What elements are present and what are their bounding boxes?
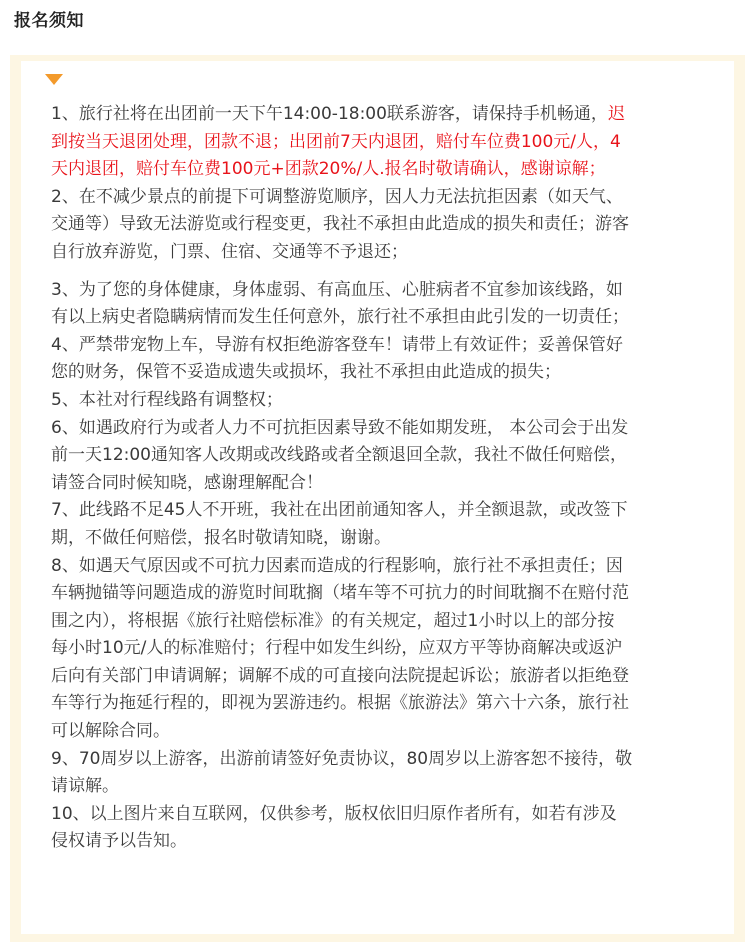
notice-line bbox=[51, 663, 720, 691]
notice-text: 3、为了您的身体健康，身体虚弱、有高血压、心脏病者不宜参加该线路，如 bbox=[51, 279, 623, 300]
notice-text: 前一天12:00通知客人改期或改线路或者全额退回全款，我社不做任何赔偿， bbox=[51, 445, 627, 466]
notice-line bbox=[51, 277, 720, 305]
notice-line bbox=[51, 239, 720, 267]
notice-text-highlight: 迟 bbox=[607, 104, 625, 124]
notice-content-box bbox=[21, 61, 734, 934]
notice-line bbox=[51, 497, 720, 525]
notice-text: 8、如遇天气原因或不可抗力因素而造成的行程影响，旅行社不承担责任；因 bbox=[51, 555, 623, 576]
triangle-marker-icon bbox=[45, 74, 63, 85]
notice-line bbox=[51, 773, 720, 801]
notice-item bbox=[51, 277, 720, 332]
notice-line bbox=[51, 828, 720, 856]
notice-text: 自行放弃游览，门票、住宿、交通等不予退还； bbox=[51, 241, 408, 262]
notice-text-highlight: 天内退团，赔付车位费100元+团款20%/人.报名时敬请确认，感谢谅解； bbox=[51, 159, 606, 180]
notice-text: 7、此线路不足45人不开班，我社在出团前通知客人，并全额退款，或改签下 bbox=[51, 500, 628, 521]
notice-line bbox=[51, 525, 720, 553]
notice-item bbox=[51, 415, 720, 498]
notice-text: 交通等）导致无法游览或行程变更，我社不承担由此造成的损失和责任；游客 bbox=[51, 214, 629, 235]
notice-line bbox=[51, 608, 720, 636]
notice-line bbox=[51, 635, 720, 663]
notice-text-highlight: 到按当天退团处理，团款不退；出团前7天内退团，赔付车位费100元/人，4 bbox=[51, 131, 621, 152]
notice-item bbox=[51, 553, 720, 746]
notice-text: 请签合同时候知晓，感谢理解配合！ bbox=[51, 472, 323, 493]
notice-text: 侵权请予以告知。 bbox=[51, 831, 187, 852]
notice-text: 5、本社对行程线路有调整权； bbox=[51, 389, 283, 410]
notice-line bbox=[51, 156, 720, 184]
notice-text: 车等行为拖延行程的，即视为罢游违约。根据《旅游法》第六十六条，旅行社 bbox=[51, 693, 629, 714]
notice-text: 有以上病史者隐瞒病情而发生任何意外，旅行社不承担由此引发的一切责任； bbox=[51, 307, 629, 328]
notice-text: 请谅解。 bbox=[51, 776, 119, 797]
notice-text: 围之内），将根据《旅行社赔偿标准》的有关规定，超过1小时以上的部分按 bbox=[51, 610, 615, 631]
notice-line bbox=[51, 470, 720, 498]
notice-line bbox=[51, 553, 720, 581]
notice-text: 2、在不减少景点的前提下可调整游览顺序，因人力无法抗拒因素（如天气、 bbox=[51, 186, 623, 207]
notice-line bbox=[51, 580, 720, 608]
notice-line bbox=[51, 801, 720, 829]
notice-text: 9、70周岁以上游客，出游前请签好免责协议，80周岁以上游客恕不接待，敬 bbox=[51, 748, 633, 769]
notice-line bbox=[51, 415, 720, 443]
notice-text: 可以解除合同。 bbox=[51, 721, 170, 742]
notice-line bbox=[51, 304, 720, 332]
notice-text: 10、以上图片来自互联网，仅供参考，版权依旧归原作者所有，如若有涉及 bbox=[51, 803, 617, 824]
notice-line bbox=[51, 332, 720, 360]
notice-line bbox=[51, 359, 720, 387]
notice-text: 每小时10元/人的标准赔付；行程中如发生纠纷，应双方平等协商解决或返沪 bbox=[51, 638, 623, 659]
notice-line bbox=[51, 718, 720, 746]
notice-line bbox=[51, 387, 720, 415]
notice-line bbox=[51, 211, 720, 239]
notice-text: 期，不做任何赔偿，报名时敬请知晓，谢谢。 bbox=[51, 527, 391, 548]
notice-text: 车辆抛锚等问题造成的游览时间耽搁（堵车等不可抗力的时间耽搁不在赔付范 bbox=[51, 583, 629, 604]
notice-text: 4、严禁带宠物上车，导游有权拒绝游客登车！请带上有效证件；妥善保管好 bbox=[51, 334, 623, 355]
notice-card bbox=[10, 55, 745, 942]
notice-text: 后向有关部门申请调解；调解不成的可直接向法院提起诉讼；旅游者以拒绝登 bbox=[51, 665, 629, 686]
notice-item bbox=[51, 746, 720, 801]
notice-item bbox=[51, 332, 720, 387]
notice-line bbox=[51, 129, 720, 157]
notice-line bbox=[51, 746, 720, 774]
notice-line bbox=[51, 690, 720, 718]
notice-line bbox=[51, 184, 720, 212]
notice-text: 您的财务，保管不妥造成遗失或损坏，我社不承担由此造成的损失； bbox=[51, 362, 561, 383]
notice-item bbox=[51, 184, 720, 267]
notice-text: 6、如遇政府行为或者人力不可抗拒因素导致不能如期发班， 本公司会于出发 bbox=[51, 417, 629, 438]
notice-text: 1、旅行社将在出团前一天下午14:00-18:00联系游客，请保持手机畅通， bbox=[51, 104, 608, 124]
notice-item bbox=[51, 497, 720, 552]
notice-item bbox=[51, 387, 720, 415]
notice-item bbox=[51, 801, 720, 856]
notice-line bbox=[51, 101, 720, 129]
notice-line bbox=[51, 442, 720, 470]
page-title: 报名须知 bbox=[14, 11, 84, 31]
notice-item bbox=[51, 101, 720, 184]
notice-list bbox=[51, 101, 720, 856]
